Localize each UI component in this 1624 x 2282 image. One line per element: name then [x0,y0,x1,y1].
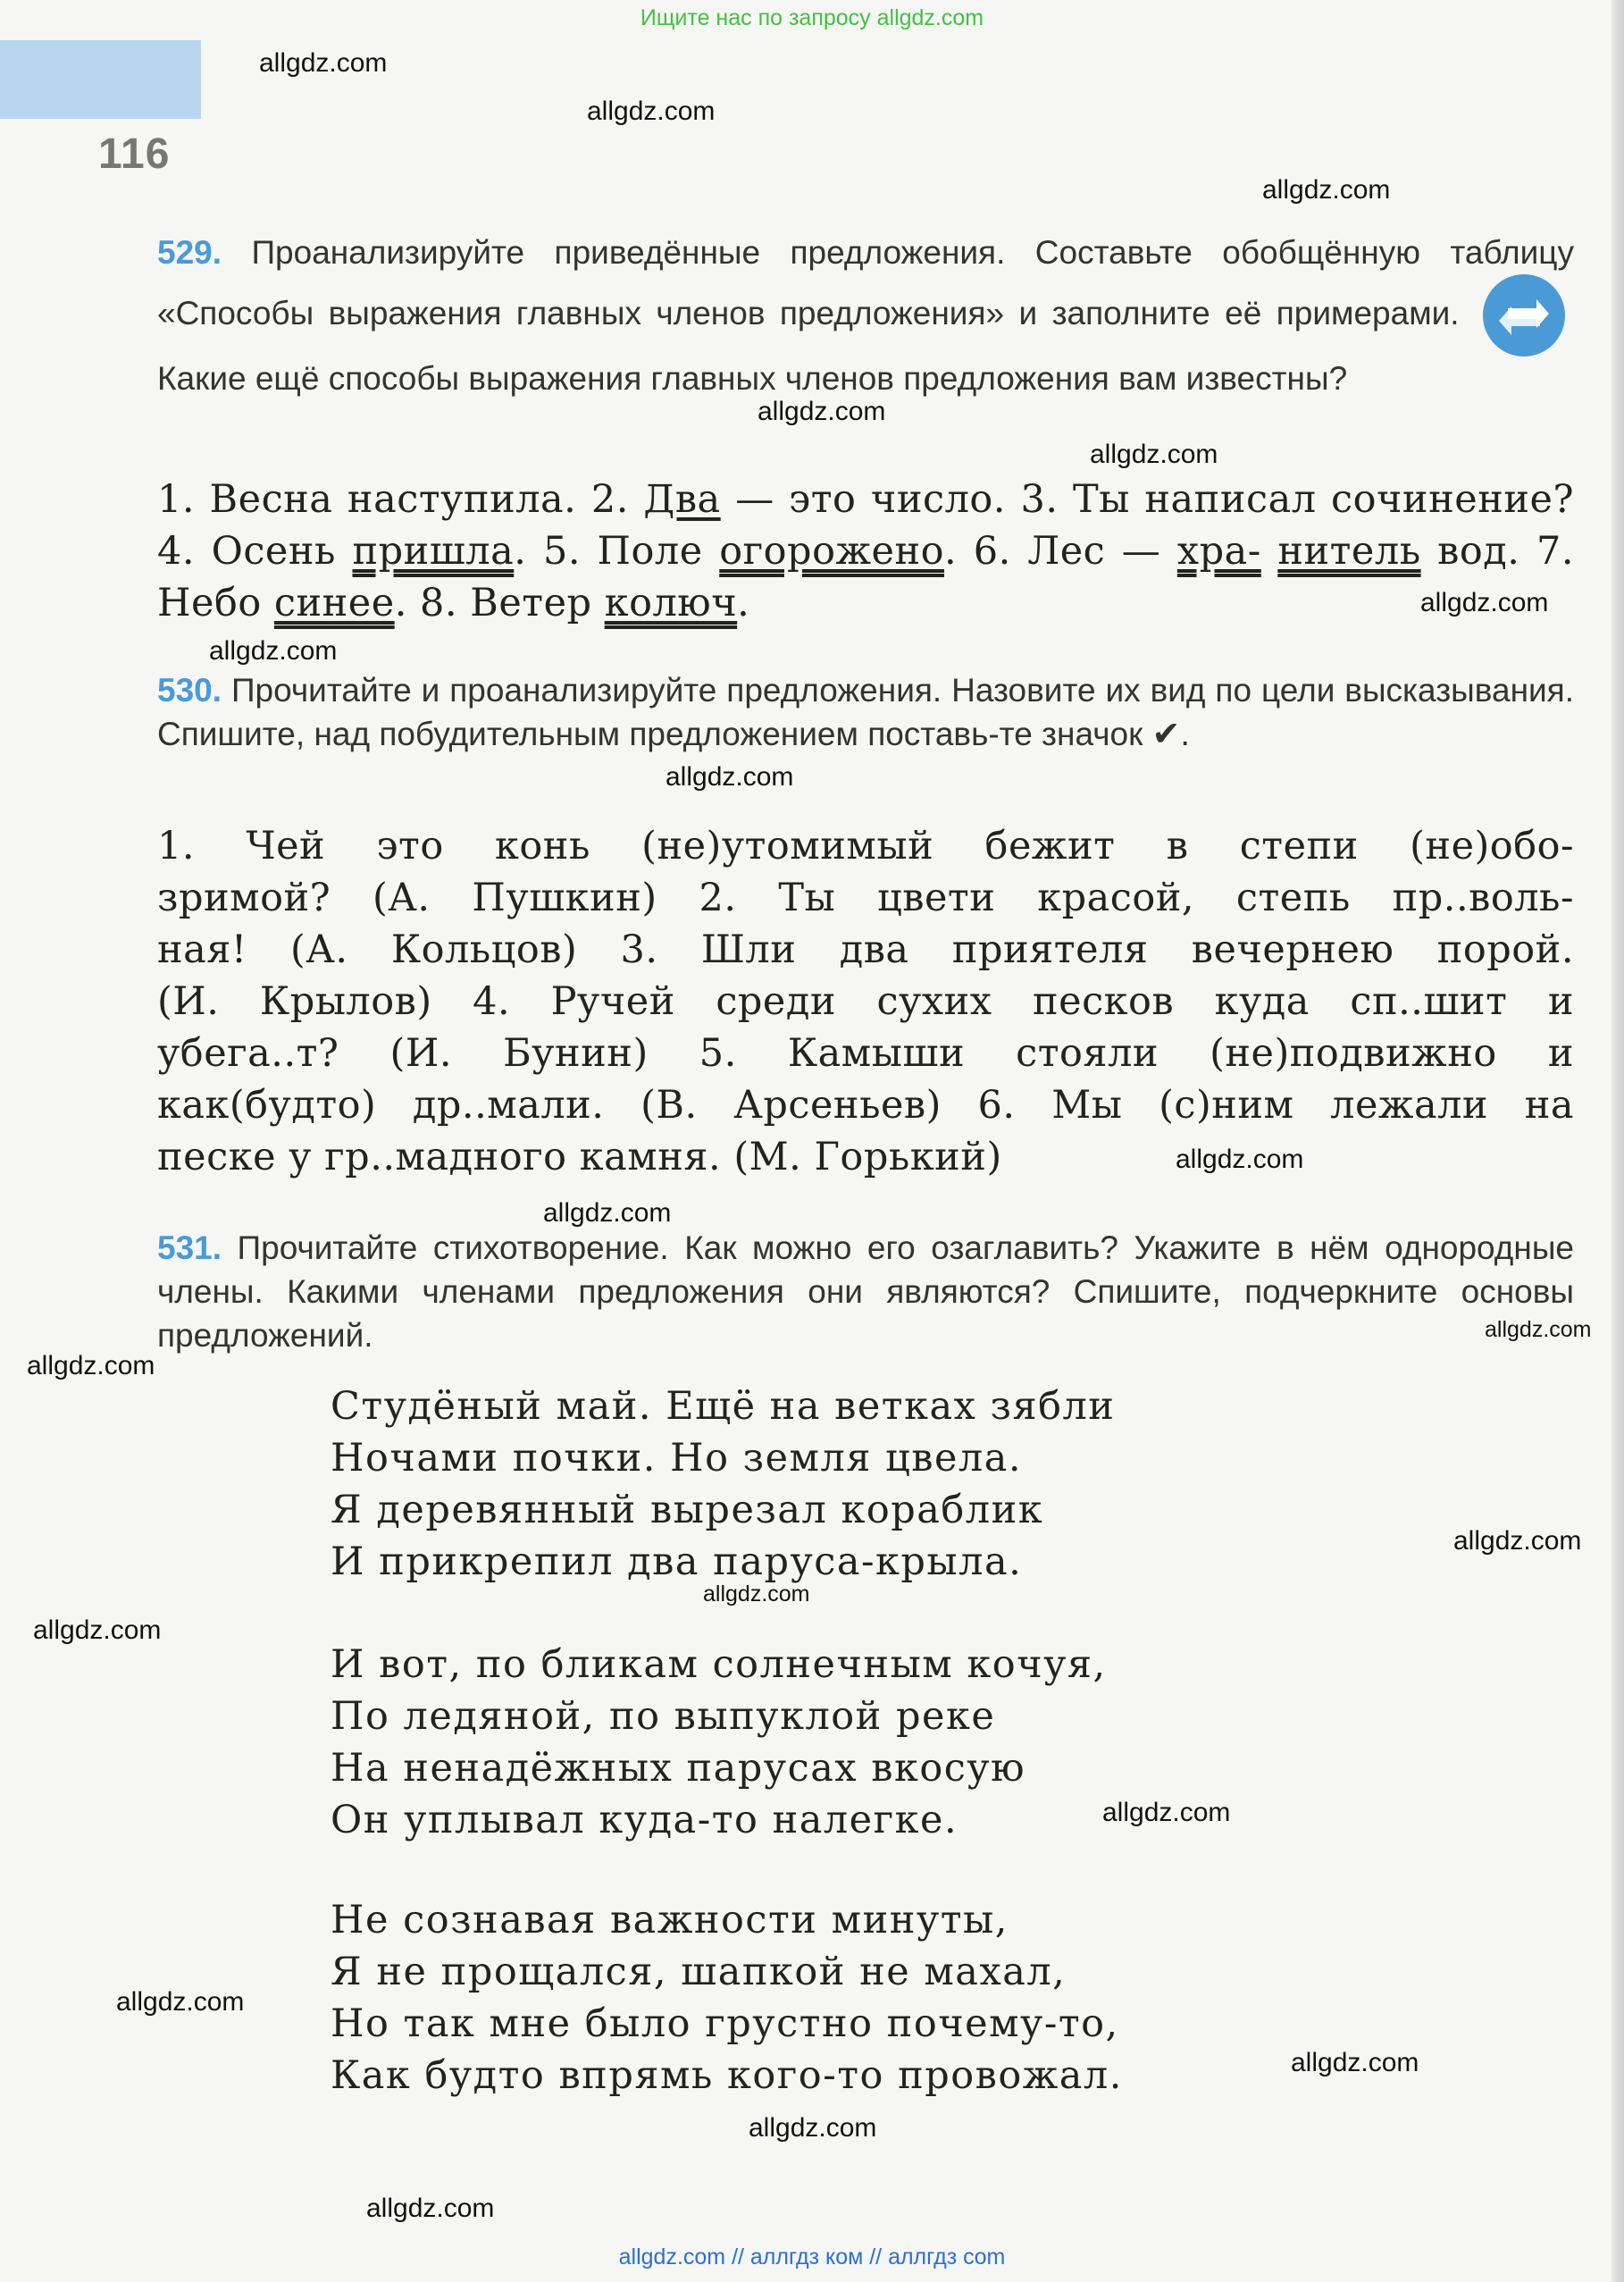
sentence-text: . 8. Ветер [394,581,592,625]
watermark: allgdz.com [1090,440,1218,469]
watermark: allgdz.com [33,1615,162,1645]
bottom-banner[interactable]: allgdz.com // аллгдз ком // аллгдз com [618,2244,1006,2269]
watermark: allgdz.com [259,48,388,78]
task-531-instruction [157,1226,1574,1357]
poem-line: Он уплывал куда-то налегке. [331,1798,958,1842]
watermark: allgdz.com [116,1987,245,2017]
task-number: 530. [157,672,222,709]
predicate-underlined: хра- [1176,529,1261,574]
page-corner-tab [0,40,201,119]
watermark: allgdz.com [1420,588,1549,617]
poem-line: Студёный май. Ещё на ветках зябли [331,1384,1116,1429]
watermark: allgdz.com [1102,1798,1231,1827]
poem-stanza-1 [331,1380,1313,1588]
watermark: allgdz.com [1262,175,1391,205]
subject-underlined: Два [643,477,721,522]
watermark: allgdz.com [666,762,794,792]
watermark: allgdz.com [27,1351,155,1380]
watermark: allgdz.com [1453,1526,1582,1556]
sentence-text: вод. 7. Небо [157,529,1574,625]
watermark: allgdz.com [1291,2048,1419,2077]
page-edge [1611,0,1624,2282]
task-number: 531. [157,1229,222,1266]
poem-line: Но так мне было грустно почему-то, [331,2001,1119,2046]
poem-stanza-2 [331,1639,1313,1846]
text-line: как(будто) др..мали. (В. Арсеньев) 6. Мы (с)ним лежали на [157,1083,1574,1128]
sync-arrows-icon [1483,274,1565,357]
task-text: Прочитайте стихотворение. Как можно его озаглавить? Укажите в нём однородные члены. Какими членами предложения они являются? Спишите, подчеркните основы предложений. [157,1229,1575,1354]
poem-line: Я деревянный вырезал кораблик [331,1488,1044,1532]
poem-line: На ненадёжных парусах вкосую [331,1746,1026,1791]
sentence-text: 1. Весна наступила. 2. [157,477,629,522]
sentence-text: . 6. Лес — [944,529,1161,574]
sentence-text: . [737,581,750,625]
task-530-instruction [157,668,1574,757]
watermark: allgdz.com [543,1198,672,1228]
watermark: allgdz.com [749,2113,877,2143]
watermark: allgdz.com [1176,1145,1304,1174]
task-529-sentences [157,474,1574,629]
task-text: Проанализируйте приведённые предложения. Составьте обобщённую таблицу «Способы выражения главных членов предложения» и заполните её примерами. [157,234,1574,331]
watermark: allgdz.com [758,397,886,426]
poem-line: Как будто впрямь кого-то провожал. [331,2053,1123,2098]
poem-line: И вот, по бликам солнечным кочуя, [331,1642,1107,1687]
poem-stanza-3 [331,1894,1313,2102]
task-530-sentences [157,820,1574,1183]
task-number: 529. [157,234,222,271]
text-line: убега..т? (И. Бунин) 5. Камыши стояли (не)подвижно и [157,1031,1574,1076]
task-529-instruction [157,231,1574,400]
predicate-underlined: нитель [1277,529,1421,574]
predicate-underlined: пришла [352,529,515,574]
poem-line: И прикрепил два паруса-крыла. [331,1540,1023,1584]
page-number: 116 [98,130,171,178]
task-text: Какие ещё способы выражения главных членов предложения вам известны? [157,360,1348,397]
poem-line: Не сознавая важности минуты, [331,1898,1009,1942]
sentence-text: . 5. Поле [514,529,703,574]
poem-line: По ледяной, по выпуклой реке [331,1694,996,1739]
top-banner[interactable]: Ищите нас по запросу allgdz.com [640,5,984,30]
predicate-underlined: огорожено [719,529,945,574]
predicate-underlined: синее [273,581,395,625]
poem-line: Ночами почки. Но земля цвела. [331,1436,1023,1481]
watermark: allgdz.com [209,636,338,666]
watermark: allgdz.com [703,1581,810,1607]
watermark: allgdz.com [1485,1317,1592,1342]
task-text: Прочитайте и проанализируйте предложения. Назовите их вид по цели высказывания. Спишите, над побудительным предложением поставь-те значок [157,672,1574,752]
watermark: allgdz.com [587,96,716,126]
sentence-text: — это число. 3. Ты написал сочинение? 4. Осень [157,477,1575,574]
check-mark: ✔. [1151,716,1190,753]
text-line: ная! (А. Кольцов) 3. Шли два приятеля вечернею порой. [157,927,1574,972]
text-line: зримой? (А. Пушкин) 2. Ты цвети красой, степь пр..воль- [157,876,1574,920]
watermark: allgdz.com [366,2194,495,2223]
poem-line: Я не прощался, шапкой не махал, [331,1950,1067,1994]
predicate-underlined: колюч [604,581,738,625]
text-line: песке у гр..мадного камня. (М. Горький) [157,1135,1002,1179]
text-line: 1. Чей это конь (не)утомимый бежит в степи (не)обо- [157,824,1574,868]
text-line: (И. Крылов) 4. Ручей среди сухих песков куда сп..шит и [157,979,1574,1024]
